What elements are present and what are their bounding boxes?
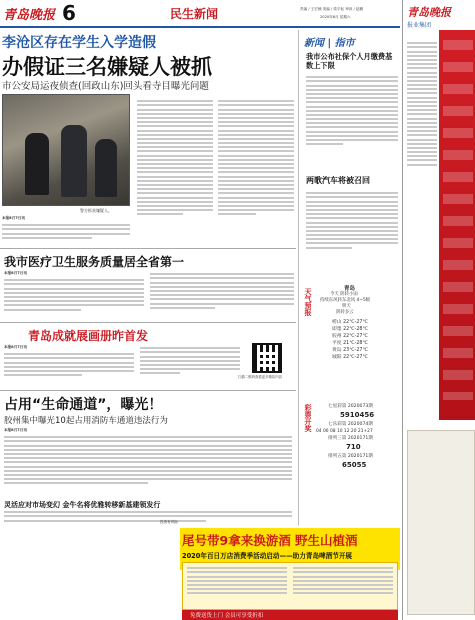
lead-body-col3 [218, 98, 294, 217]
weather-day-1: 持续东风转东北风 4~5级 [320, 298, 371, 303]
ad-banner [0, 528, 400, 620]
section-title: 民生新闻 [170, 7, 219, 21]
lead-photo-caption: 警方抓获嫌疑人。 [80, 208, 112, 213]
lead-body-col1 [2, 222, 130, 241]
divider-2 [0, 322, 296, 323]
date-line: 2020年6月 星期六 [320, 15, 351, 19]
neighbor-panel-stripes [443, 40, 473, 400]
weather-day-2: 明天 [342, 304, 351, 309]
divider-3 [0, 390, 296, 391]
medical-headline: 我市医疗卫生服务质量居全省第一 [4, 255, 185, 269]
ad-footer-text: 免费送货上门 会员可享受折扣 [190, 613, 264, 619]
weather-row-3: 平度 21℃-28℃ [332, 341, 368, 346]
right-body-2 [306, 190, 398, 251]
occupy-note-body [4, 509, 292, 524]
weather-row-4: 黄岛 23℃-27℃ [332, 348, 368, 353]
right-headline-1: 我市公布社保个人月缴费基数上下限 [306, 52, 393, 70]
books-body-col1 [4, 351, 134, 378]
ad-body-left [187, 565, 287, 597]
occupy-story [0, 392, 296, 527]
masthead-rule [0, 26, 400, 28]
weather-row-0: 崂山 22℃-27℃ [332, 320, 368, 325]
qr-caption: 扫描二维码查看更多精彩内容 [238, 375, 283, 379]
neighbor-page [402, 0, 475, 620]
right-banner: 新闻 | 指市 [304, 38, 355, 49]
weather-box [302, 284, 398, 396]
qr-code-inner [258, 349, 276, 367]
neighbor-paper-name: 青岛晚报 [407, 6, 451, 19]
neighbor-tag: 报业集团 [407, 22, 432, 29]
occupy-headline: 占用“生命通道”，曝光！ [4, 397, 163, 413]
photo-figure-right [95, 139, 117, 197]
lead-kicker: 李沧区存在学生入学造假 [2, 35, 156, 51]
right-headline-2: 两歌汽车将被召回 [306, 176, 370, 185]
lottery-line-6: 排列五第 2020171期 [328, 454, 373, 459]
lead-photo [2, 94, 130, 206]
photo-figure-mid [61, 125, 87, 197]
qr-code[interactable] [252, 343, 282, 373]
lottery-line-2: 七乐彩第 2020074期 [328, 422, 373, 427]
neighbor-text-lines [407, 40, 437, 168]
lottery-line-5: 710 [346, 443, 361, 451]
weather-label: 天气预报 [304, 288, 312, 316]
paper-name: 青岛晚报 [3, 8, 56, 23]
weather-city: 青岛 [344, 286, 356, 292]
lottery-line-3: 04 06 08 10 12 20 21+27 [316, 429, 373, 434]
occupy-subhead: 胶州集中曝光10起占用消防车通道违法行为 [4, 416, 168, 426]
lead-byline: 本报8月7日讯 [2, 216, 25, 220]
books-body-col2 [140, 345, 240, 377]
occupy-body [4, 434, 292, 486]
weather-day-3: 阴转多云 [336, 310, 354, 315]
lead-subhead: 市公安局运夜侦查(回政山东)回头看寺目曝光问题 [2, 81, 209, 92]
divider-main-right [298, 30, 299, 525]
medical-body-col1 [4, 277, 144, 313]
divider-1 [0, 248, 296, 249]
page-number: 6 [62, 1, 76, 25]
lead-body-col2 [137, 98, 213, 217]
editors-line: 责编 / 王宏楠 美编 / 梁平耘 审读 / 赵鹏 [300, 7, 364, 11]
lottery-line-4: 排列三第 2020171期 [328, 436, 373, 441]
weather-day-0: 今天 阴转小雨 [330, 292, 358, 297]
weather-row-1: 即墨 22℃-28℃ [332, 327, 368, 332]
lottery-label: 彩票开奖 [304, 404, 312, 432]
ad-subline: 2020年百日万店消费季活动启动——助力青岛啤酒节开展 [182, 552, 353, 560]
photo-figure-left [25, 133, 49, 195]
ad-body [182, 562, 398, 610]
books-story [0, 325, 296, 387]
medical-body-col2 [150, 271, 294, 311]
occupy-note-headline: 灵活应对市场变幻 金牛名将优雅转移新基建领发行 [4, 501, 161, 509]
lottery-line-0: 七星彩第 2020073期 [328, 404, 373, 409]
books-headline: 青岛成就展画册昨首发 [28, 329, 149, 343]
weather-row-5: 城阳 22℃-27℃ [332, 355, 368, 360]
books-byline: 本报8月7日讯 [4, 345, 27, 349]
medical-byline: 本报8月7日讯 [4, 271, 27, 275]
medical-story [0, 251, 296, 321]
lead-headline: 办假证三名嫌疑人被抓 [2, 55, 212, 79]
occupy-note-byline: 投资有风险 [160, 520, 178, 524]
weather-row-2: 胶州 22℃-27℃ [332, 334, 368, 339]
right-column [300, 30, 400, 469]
occupy-byline: 本报8月7日讯 [4, 428, 27, 432]
neighbor-bottom-block [407, 430, 475, 615]
lead-story [0, 32, 296, 247]
lottery-line-1: 5910456 [340, 411, 375, 419]
ad-body-right [293, 565, 393, 597]
lottery-line-7: 65055 [342, 461, 367, 469]
ad-headline: 尾号带9拿来换游酒 野生山植酒 [182, 533, 358, 548]
right-body-1 [306, 74, 398, 147]
